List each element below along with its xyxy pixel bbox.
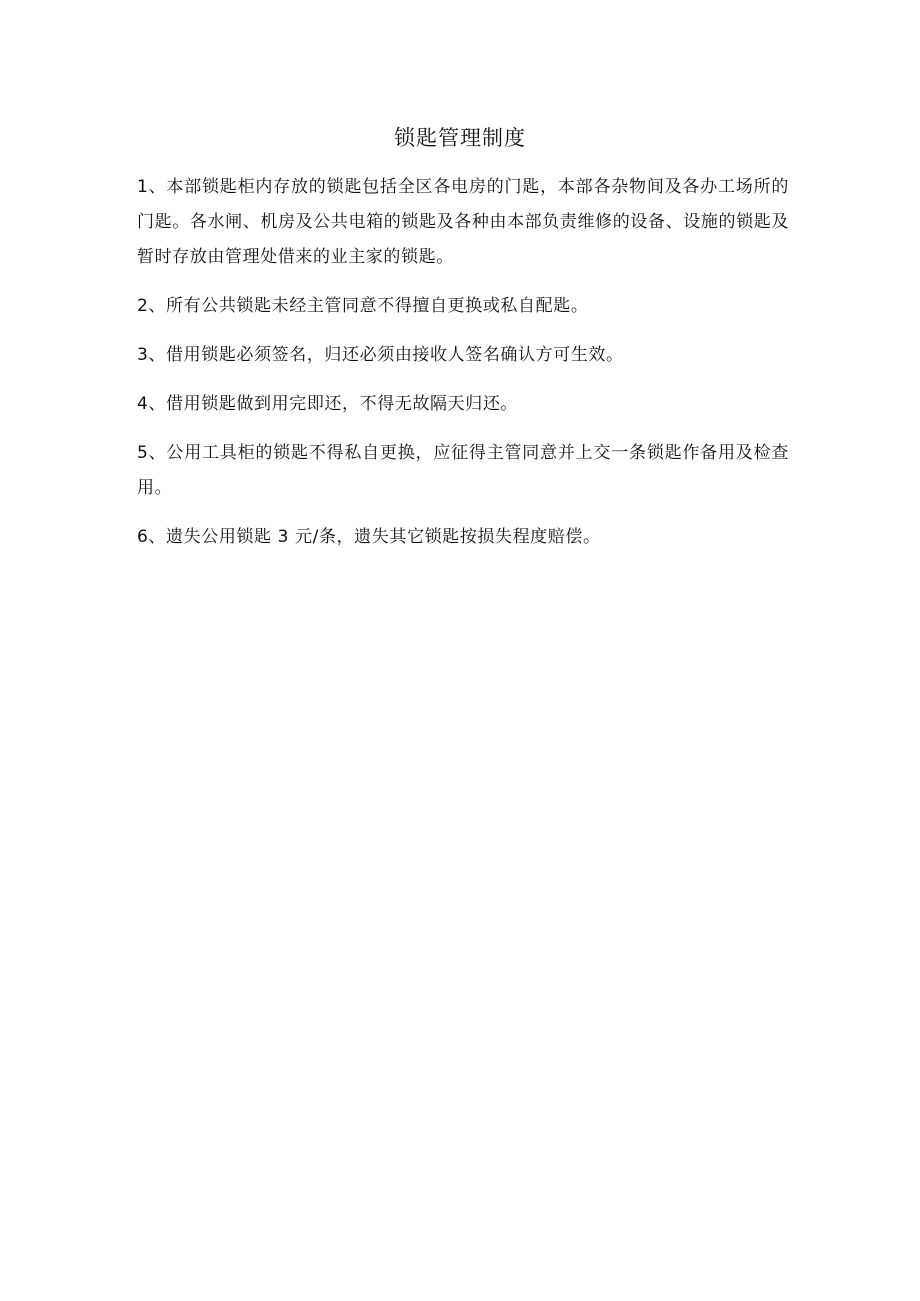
- rule-item-2: 2、所有公共锁匙未经主管同意不得擅自更换或私自配匙。: [137, 296, 589, 316]
- rule-item-1: 1、本部锁匙柜内存放的锁匙包括全区各电房的门匙，本部各杂物间及各办工场所的门匙。各水闸、机房及公共电箱的锁匙及各种由本部负责维修的设备、设施的锁匙及暂时存放由管理处借来的业主家的锁匙。: [137, 177, 789, 267]
- document-title: 锁匙管理制度: [394, 126, 526, 150]
- rule-item-5: 5、公用工具柜的锁匙不得私自更换，应征得主管同意并上交一条锁匙作备用及检查用。: [137, 443, 789, 498]
- rule-item-4: 4、借用锁匙做到用完即还，不得无故隔天归还。: [137, 394, 519, 414]
- rules-list: [137, 170, 789, 569]
- rule-item-3: 3、借用锁匙必须签名，归还必须由接收人签名确认方可生效。: [137, 345, 624, 365]
- rule-item-6: 6、遗失公用锁匙 3 元/条，遗失其它锁匙按损失程度赔偿。: [137, 527, 601, 547]
